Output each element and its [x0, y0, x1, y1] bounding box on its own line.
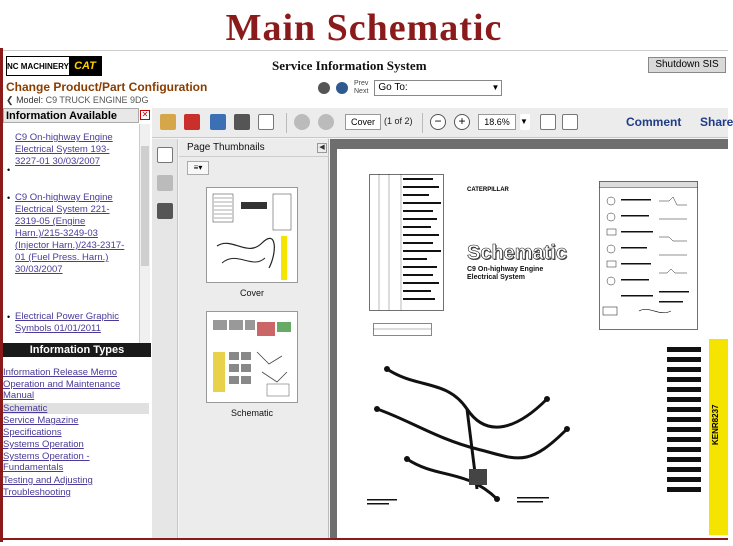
- document-subtitle-line: C9 On-highway Engine: [467, 266, 544, 273]
- pdf-reader: [152, 108, 733, 538]
- info-item[interactable]: C9 On-highway Engine Electrical System 193-3227-01 30/03/2007: [15, 132, 113, 167]
- thumbnail-cover[interactable]: [206, 187, 298, 283]
- create-pdf-icon[interactable]: [184, 114, 200, 130]
- connector-table: [369, 174, 449, 314]
- info-type-operation-and-maintenance-manual[interactable]: Operation and Maintenance Manual: [3, 379, 121, 401]
- comment-button[interactable]: Comment: [626, 115, 682, 129]
- info-scrollbar[interactable]: [139, 124, 150, 344]
- model-line: [6, 95, 148, 106]
- info-type-specifications[interactable]: Specifications: [3, 427, 62, 438]
- email-icon[interactable]: [258, 114, 274, 130]
- slide-title: Main Schematic: [225, 7, 503, 49]
- fit-width-icon[interactable]: [562, 114, 578, 130]
- fit-page-icon[interactable]: [540, 114, 556, 130]
- globe-icon[interactable]: [336, 82, 348, 94]
- change-configuration-link[interactable]: Change Product/Part Configuration: [6, 80, 208, 94]
- search-icon[interactable]: [157, 203, 173, 219]
- symbols-table: [599, 181, 699, 331]
- next-page-icon[interactable]: [318, 114, 334, 130]
- options-icon[interactable]: ≡▾: [187, 161, 209, 175]
- info-type-service-magazine[interactable]: Service Magazine: [3, 415, 79, 426]
- cat-logo: CAT: [69, 57, 101, 75]
- nav-row: [318, 78, 502, 98]
- dealer-name: NC MACHINERY: [7, 61, 69, 71]
- bullet: •: [7, 165, 11, 175]
- dealer-logo: [6, 56, 102, 76]
- document-subtitle-line: Electrical System: [467, 274, 525, 281]
- page-count: (1 of 2): [384, 116, 413, 126]
- page-thumbnails-panel: [179, 139, 329, 538]
- collapse-icon[interactable]: ◀: [317, 143, 327, 153]
- app-title: Service Information System: [272, 58, 427, 73]
- thumbnail-label: Schematic: [230, 408, 274, 418]
- title-block: [373, 323, 433, 337]
- document-subtitle: [467, 266, 543, 282]
- sis-header: [4, 55, 728, 79]
- share-button[interactable]: Share: [700, 115, 733, 129]
- toolbar-divider: [422, 113, 423, 133]
- thumbnail-schematic[interactable]: [206, 311, 298, 403]
- left-panel: [3, 108, 151, 538]
- prev-next-control[interactable]: [354, 80, 368, 96]
- info-type-troubleshooting[interactable]: Troubleshooting: [3, 487, 71, 498]
- info-item[interactable]: C9 On-highway Engine Electrical System 221-2319-05 (Engine Harn.)/215-3249-03 (Injector Harn.)/243-2317-01 (Fuel Press. Harn.) 30/03/2007: [15, 192, 125, 275]
- info-type-testing-and-adjusting[interactable]: Testing and Adjusting: [3, 475, 93, 486]
- information-types-header: Information Types: [3, 343, 151, 357]
- info-type-schematic[interactable]: Schematic: [3, 403, 149, 414]
- bullet: •: [7, 312, 11, 322]
- goto-select[interactable]: [374, 80, 502, 96]
- scrollbar-thumb[interactable]: [141, 146, 149, 266]
- frame-divider: [3, 50, 728, 51]
- model-label: Model:: [16, 95, 44, 105]
- zoom-field[interactable]: 18.6%: [478, 114, 516, 130]
- document-tab-label: KENR8237: [711, 404, 720, 445]
- attachments-icon[interactable]: [157, 175, 173, 191]
- information-available-header: Information Available: [3, 108, 139, 123]
- toolbar-divider: [286, 113, 287, 133]
- previous-page-icon[interactable]: [294, 114, 310, 130]
- document-logo: CATERPILLAR: [467, 187, 509, 193]
- close-icon[interactable]: ✕: [141, 110, 149, 119]
- thumbnails-header: Page Thumbnails: [179, 139, 329, 157]
- document-page: [337, 149, 728, 538]
- home-icon[interactable]: [318, 82, 330, 94]
- zoom-out-icon[interactable]: −: [430, 114, 446, 130]
- connector-list: [667, 345, 707, 525]
- info-item[interactable]: Electrical Power Graphic Symbols 01/01/2011: [15, 311, 120, 334]
- reader-toolbar: [152, 108, 733, 138]
- navigation-pane-icons: [152, 139, 178, 538]
- model-value: C9 TRUCK ENGINE 9DG: [45, 95, 149, 105]
- info-type-systems-operation[interactable]: Systems Operation: [3, 439, 84, 450]
- harness-drawing: [347, 349, 607, 529]
- frame-bottom-border: [0, 538, 728, 540]
- shutdown-button[interactable]: Shutdown SIS: [648, 57, 726, 73]
- back-arrow-icon[interactable]: ❮: [6, 95, 14, 105]
- zoom-in-icon[interactable]: +: [454, 114, 470, 130]
- thumbnail-cover-preview: [207, 188, 297, 282]
- prev-label: Prev: [354, 80, 369, 87]
- info-type-information-release-memo[interactable]: Information Release Memo: [3, 367, 118, 378]
- info-type-systems-operation-fundamentals[interactable]: Systems Operation - Fundamentals: [3, 451, 90, 473]
- save-icon[interactable]: [210, 114, 226, 130]
- zoom-dropdown-icon[interactable]: ▼: [520, 114, 530, 130]
- bullet: •: [7, 193, 11, 203]
- goto-value: Go To:: [378, 82, 408, 93]
- page-number-field[interactable]: Cover: [345, 114, 381, 130]
- document-title: Schematic: [467, 242, 568, 264]
- print-icon[interactable]: [234, 114, 250, 130]
- chevron-down-icon: ▼: [491, 83, 500, 92]
- thumbnail-schematic-preview: [207, 312, 297, 402]
- next-label: Next: [354, 88, 369, 95]
- open-file-icon[interactable]: [160, 114, 176, 130]
- thumbnail-label: Cover: [239, 288, 264, 298]
- page-thumbnails-icon[interactable]: [157, 147, 173, 163]
- document-view[interactable]: [330, 139, 728, 538]
